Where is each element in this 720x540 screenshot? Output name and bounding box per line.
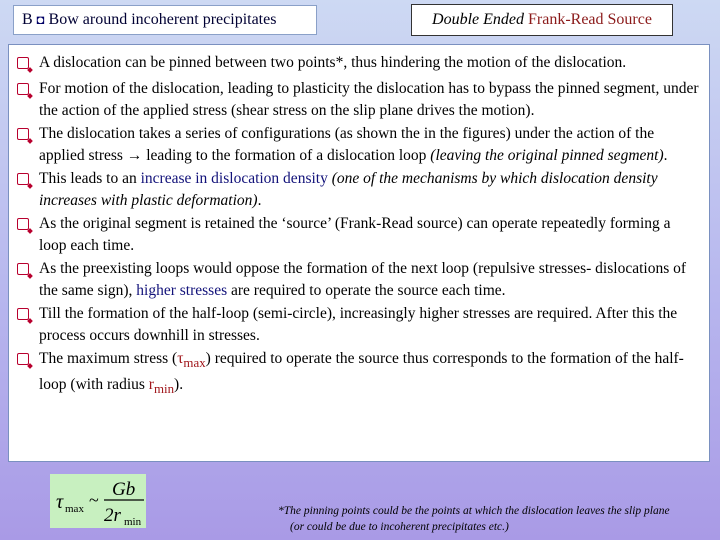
- bullet-text-part: are required to operate the source each time.: [227, 282, 506, 299]
- bullet-list: [8, 44, 710, 462]
- bullet-text: [39, 168, 701, 213]
- bullet-item: [17, 123, 701, 168]
- formula-lhs-sub: max: [65, 503, 84, 515]
- formula-denominator: 2r: [104, 505, 121, 526]
- section-title: [13, 5, 317, 35]
- section-letter: B: [22, 11, 33, 28]
- bullet-item: [17, 168, 701, 213]
- formula-numerator: Gb: [112, 479, 136, 500]
- bullet-box-icon: [17, 258, 39, 303]
- bullet-item: [17, 303, 701, 348]
- bullet-text-part: This leads to an: [39, 169, 141, 187]
- formula-lhs: τ: [56, 491, 64, 513]
- bullet-text: For motion of the dislocation, leading to plasticity the dislocation has to bypass the pinned segment, under the action of the applied stress (shear stress on the slip plane drives the motion).: [39, 79, 699, 119]
- bullet-box-icon: [17, 78, 39, 123]
- bullet-item: [17, 78, 701, 123]
- bullet-text-part: The maximum stress (: [39, 349, 178, 367]
- bullet-highlight: higher stresses: [136, 282, 228, 299]
- radius-subscript: min: [153, 381, 175, 397]
- formula-denominator-sub: min: [124, 516, 142, 528]
- formula-svg: [50, 474, 146, 528]
- bullet-text-part: ).: [174, 376, 184, 394]
- footnote-line-2: (or could be due to incoherent precipitates etc.): [290, 521, 509, 533]
- bullet-box-icon: [17, 348, 39, 401]
- bullet-highlight: increase in dislocation density: [140, 169, 328, 187]
- bullet-text: As the original segment is retained the ‘source’ (Frank-Read source) can operate repeatedly forming a loop each time.: [39, 214, 671, 254]
- section-title-text: Bow around incoherent precipitates: [48, 11, 277, 28]
- bullet-box-icon: [17, 213, 39, 258]
- radius-symbol: r: [148, 376, 154, 394]
- bullet-item: [17, 213, 701, 258]
- bullet-text-part: .: [257, 192, 262, 209]
- bullet-text: [39, 123, 701, 168]
- bullet-italic-part: (one of the mechanisms by which dislocation density increases with plastic deformation): [39, 169, 658, 209]
- bullet-item: [17, 348, 701, 401]
- bullet-box-icon: [17, 52, 39, 78]
- bullet-text-part: .: [663, 147, 668, 164]
- bullet-box-icon: [17, 123, 39, 168]
- formula-relation: ~: [89, 490, 99, 510]
- bullet-box-icon: [17, 168, 39, 213]
- tau-subscript: max: [183, 354, 206, 370]
- bullet-item: [17, 52, 701, 78]
- formula-image: [50, 474, 146, 528]
- bullet-item: [17, 258, 701, 303]
- bullet-italic-part: (leaving the original pinned segment): [430, 147, 664, 164]
- source-italic-text: Double Ended: [432, 11, 524, 28]
- bullet-text: [39, 348, 701, 401]
- bullet-text: Till the formation of the half-loop (semi-circle), increasingly higher stresses are required. After this the process occurs downhill in stresses.: [39, 304, 678, 344]
- source-label-box: [411, 4, 673, 36]
- section-marker-icon: ◘: [36, 12, 45, 27]
- source-red-text: Frank-Read Source: [528, 11, 652, 28]
- tau-symbol: τ: [177, 349, 184, 367]
- footnote: [278, 503, 708, 535]
- bullet-text-part: As the preexisting loops would oppose the formation of the next loop (repulsive stresses- dislocations of the same sign),: [39, 259, 687, 299]
- bullet-text-part: ) required to operate the source thus corresponds to the formation of the half-loop (with radius: [39, 349, 684, 394]
- bullet-text: A dislocation can be pinned between two points*, thus hindering the motion of the dislocation.: [39, 54, 627, 71]
- bullet-text: [39, 258, 701, 303]
- footnote-line-1: *The pinning points could be the points at which the dislocation leaves the slip plane: [278, 505, 670, 517]
- bullet-box-icon: [17, 303, 39, 348]
- bullet-text-part: The dislocation takes a series of configurations (as shown the in the figures) under the action of the applied stress → leading to the formation of a dislocation loop: [39, 124, 655, 164]
